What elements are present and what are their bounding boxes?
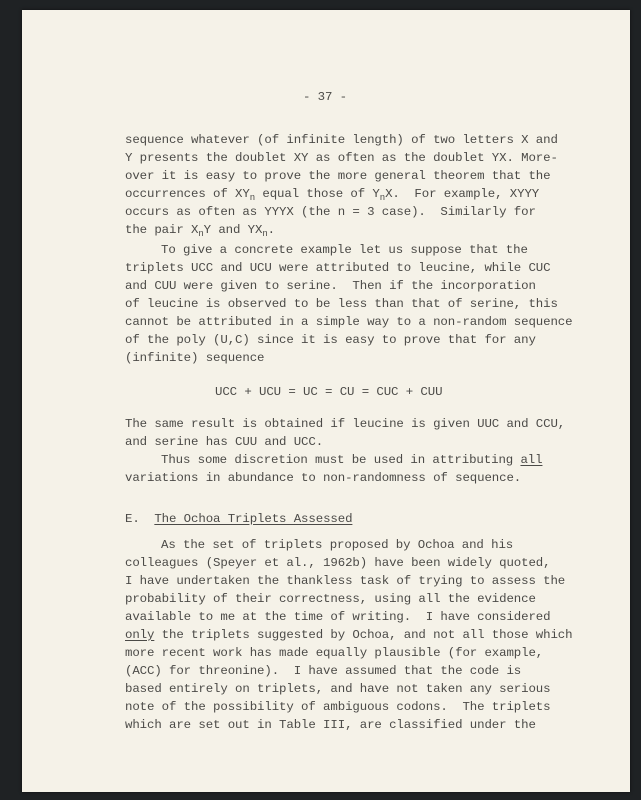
text-line: (infinite) sequence — [125, 351, 265, 365]
section-letter: E. — [125, 512, 140, 526]
text-line: cannot be attributed in a simple way to a non-random sequence — [125, 315, 573, 329]
text-line: and serine has CUU and UCC. — [125, 435, 324, 449]
text-fragment: . — [267, 223, 276, 237]
text-line — [125, 222, 275, 240]
text-line: based entirely on triplets, and have not taken any serious — [125, 682, 551, 696]
text-fragment: Thus some discretion must be used in attributing — [161, 453, 521, 467]
text-line: probability of their correctness, using all the evidence — [125, 592, 536, 606]
text-line: colleagues (Speyer et al., 1962b) have been widely quoted, — [125, 556, 551, 570]
text-line: occurs as often as YYYX (the n = 3 case). Similarly for — [125, 205, 536, 219]
text-line — [125, 186, 539, 204]
text-line — [125, 452, 542, 470]
text-fragment: X. For example, XYYY — [385, 187, 540, 201]
text-line: The same result is obtained if leucine is given UUC and CCU, — [125, 417, 566, 431]
text-line: available to me at the time of writing. I have considered — [125, 610, 551, 624]
text-line: Y presents the doublet XY as often as the doublet YX. More- — [125, 151, 558, 165]
text-line: over it is easy to prove the more general theorem that the — [125, 169, 551, 183]
text-line: of the poly (U,C) since it is easy to prove that for any — [125, 333, 536, 347]
subscript: n — [379, 193, 386, 203]
underlined-word: all — [520, 453, 543, 467]
page-number: - 37 - — [303, 90, 348, 104]
section-heading — [125, 511, 352, 529]
text-fragment: the pair X — [125, 223, 199, 237]
text-fragment: the triplets suggested by Ochoa, and not all those which — [154, 628, 573, 642]
text-line: and CUU were given to serine. Then if the incorporation — [125, 279, 536, 293]
text-line: of leucine is observed to be less than that of serine, this — [125, 297, 558, 311]
text-fragment: equal those of Y — [255, 187, 380, 201]
text-line: triplets UCC and UCU were attributed to leucine, while CUC — [125, 261, 551, 275]
text-fragment: occurrences of XY — [125, 187, 250, 201]
text-line: more recent work has made equally plausible (for example, — [125, 646, 544, 660]
section-title: The Ochoa Triplets Assessed — [154, 512, 353, 526]
text-line: variations in abundance to non-randomness of sequence. — [125, 471, 522, 485]
text-line: which are set out in Table III, are classified under the — [125, 718, 536, 732]
text-line: I have undertaken the thankless task of trying to assess the — [125, 574, 566, 588]
equation: UCC + UCU = UC = CU = CUC + CUU — [215, 385, 443, 399]
subscript: n — [198, 229, 204, 239]
document-page — [22, 10, 630, 792]
text-line: To give a concrete example let us suppose that the — [161, 243, 528, 257]
text-line: As the set of triplets proposed by Ochoa and his — [161, 538, 514, 552]
underlined-word: only — [125, 628, 155, 642]
text-line: sequence whatever (of infinite length) of two letters X and — [125, 133, 558, 147]
text-line: (ACC) for threonine). I have assumed that the code is — [125, 664, 522, 678]
text-fragment: Y and YX — [203, 223, 263, 237]
subscript: n — [249, 193, 256, 203]
subscript: n — [262, 229, 268, 239]
text-line — [125, 627, 572, 645]
text-line: note of the possibility of ambiguous codons. The triplets — [125, 700, 551, 714]
